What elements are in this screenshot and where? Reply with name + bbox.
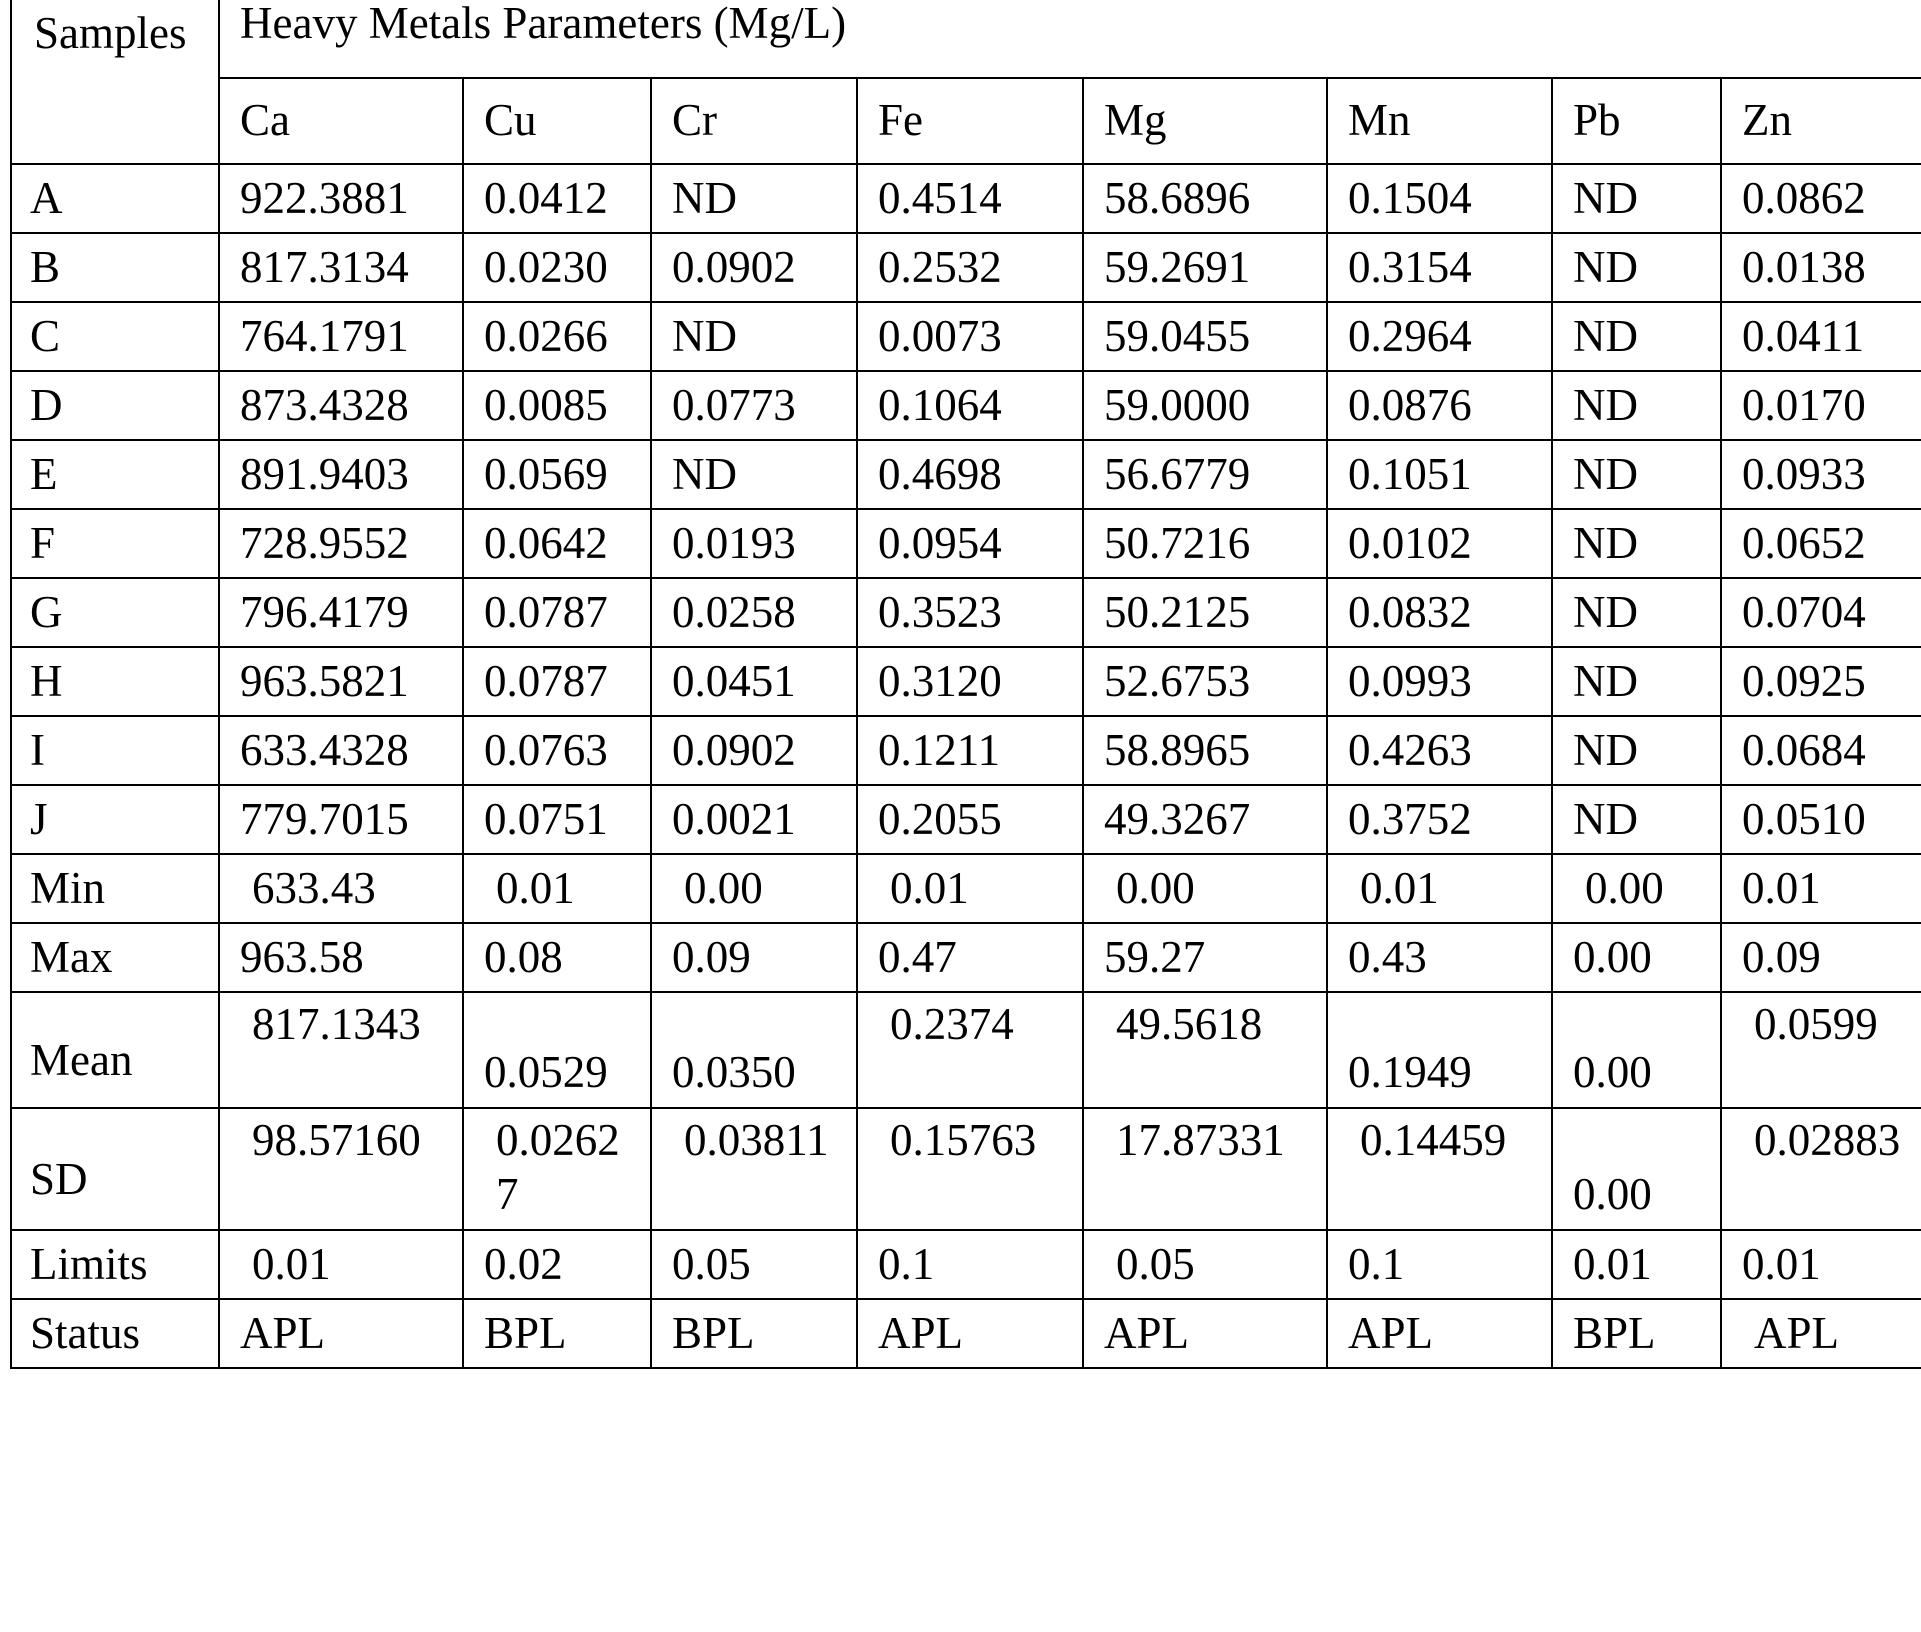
table-cell: ND (651, 302, 857, 371)
table-cell: 0.0704 (1721, 578, 1921, 647)
summary-cell-status: BPL (1552, 1299, 1721, 1368)
table-cell: 59.0000 (1083, 371, 1327, 440)
sample-label: A (11, 164, 219, 233)
sample-label: G (11, 578, 219, 647)
table-cell: 52.6753 (1083, 647, 1327, 716)
table-cell: 0.3523 (857, 578, 1083, 647)
table-cell: 59.2691 (1083, 233, 1327, 302)
summary-row-status (11, 1299, 1921, 1368)
summary-cell-min: 0.01 (1721, 854, 1921, 923)
table-cell: 58.8965 (1083, 716, 1327, 785)
sample-label: J (11, 785, 219, 854)
column-header-cu: Cu (463, 78, 651, 164)
table-cell: 728.9552 (219, 509, 463, 578)
column-header-cr: Cr (651, 78, 857, 164)
table-cell: 0.0085 (463, 371, 651, 440)
summary-cell-sd: 0.15763 (857, 1108, 1083, 1230)
column-header-mn: Mn (1327, 78, 1552, 164)
table-cell: 0.0138 (1721, 233, 1921, 302)
table-cell: 0.3752 (1327, 785, 1552, 854)
table-cell: ND (1552, 785, 1721, 854)
table-cell: 0.0954 (857, 509, 1083, 578)
table-cell: 0.4698 (857, 440, 1083, 509)
table-cell: 0.0652 (1721, 509, 1921, 578)
table-cell: ND (1552, 302, 1721, 371)
table-cell: 0.0902 (651, 233, 857, 302)
table-cell: 817.3134 (219, 233, 463, 302)
summary-cell-sd: 17.87331 (1083, 1108, 1327, 1230)
summary-row-limits (11, 1230, 1921, 1299)
column-header-zn: Zn (1721, 78, 1921, 164)
table-cell: 58.6896 (1083, 164, 1327, 233)
sample-label: E (11, 440, 219, 509)
summary-cell-max: 0.09 (651, 923, 857, 992)
summary-cell-min: 0.00 (651, 854, 857, 923)
summary-cell-status: APL (1721, 1299, 1921, 1368)
table-row (11, 233, 1921, 302)
table-row (11, 164, 1921, 233)
table-row (11, 440, 1921, 509)
table-cell: 922.3881 (219, 164, 463, 233)
table-cell: 0.2964 (1327, 302, 1552, 371)
summary-cell-mean: 0.0529 (463, 992, 651, 1108)
table-cell: ND (1552, 647, 1721, 716)
table-cell: 0.0510 (1721, 785, 1921, 854)
summary-cell-mean: 0.1949 (1327, 992, 1552, 1108)
table-row (11, 371, 1921, 440)
table-cell: 0.0876 (1327, 371, 1552, 440)
table-cell: 0.2055 (857, 785, 1083, 854)
table-cell: 0.0411 (1721, 302, 1921, 371)
summary-row-sd (11, 1108, 1921, 1230)
summary-cell-sd: 0.00 (1552, 1108, 1721, 1230)
group-header (219, 0, 1921, 78)
summary-cell-sd: 0.02627 (463, 1108, 651, 1230)
table-cell: 0.1051 (1327, 440, 1552, 509)
summary-cell-sd: 0.02883 (1721, 1108, 1921, 1230)
table-cell: 0.0751 (463, 785, 651, 854)
summary-cell-mean: 0.0599 (1721, 992, 1921, 1108)
table-cell: 0.0787 (463, 647, 651, 716)
table-cell: 0.0684 (1721, 716, 1921, 785)
table-cell: ND (1552, 716, 1721, 785)
summary-cell-mean: 0.2374 (857, 992, 1083, 1108)
table-cell: 50.2125 (1083, 578, 1327, 647)
table-cell: 0.0412 (463, 164, 651, 233)
column-header-mg: Mg (1083, 78, 1327, 164)
summary-cell-status: APL (219, 1299, 463, 1368)
summary-cell-limits: 0.05 (651, 1230, 857, 1299)
samples-header (11, 0, 219, 164)
table-cell: 0.0787 (463, 578, 651, 647)
table-row (11, 647, 1921, 716)
summary-cell-mean: 0.00 (1552, 992, 1721, 1108)
summary-cell-limits: 0.02 (463, 1230, 651, 1299)
table-row (11, 785, 1921, 854)
summary-cell-limits: 0.05 (1083, 1230, 1327, 1299)
table-cell: 779.7015 (219, 785, 463, 854)
column-header-pb: Pb (1552, 78, 1721, 164)
table-cell: 0.1211 (857, 716, 1083, 785)
table-cell: 49.3267 (1083, 785, 1327, 854)
table-cell: ND (1552, 371, 1721, 440)
table-row (11, 302, 1921, 371)
table-cell: ND (1552, 164, 1721, 233)
column-header-ca: Ca (219, 78, 463, 164)
summary-cell-mean: 0.0350 (651, 992, 857, 1108)
table-cell: 56.6779 (1083, 440, 1327, 509)
summary-cell-status: BPL (651, 1299, 857, 1368)
table-cell: ND (1552, 233, 1721, 302)
summary-cell-limits: 0.01 (1721, 1230, 1921, 1299)
heavy-metals-table (10, 0, 1921, 1369)
summary-cell-min: 0.00 (1552, 854, 1721, 923)
summary-label-mean: Mean (11, 992, 219, 1108)
table-cell: ND (651, 164, 857, 233)
summary-cell-mean: 817.1343 (219, 992, 463, 1108)
samples-header-label: Samples (34, 8, 187, 58)
summary-cell-sd: 0.03811 (651, 1108, 857, 1230)
table-cell: 0.0933 (1721, 440, 1921, 509)
summary-cell-max: 0.00 (1552, 923, 1721, 992)
table-cell: 963.5821 (219, 647, 463, 716)
table-cell: 0.0170 (1721, 371, 1921, 440)
table-cell: 764.1791 (219, 302, 463, 371)
table-cell: 0.0832 (1327, 578, 1552, 647)
summary-cell-status: BPL (463, 1299, 651, 1368)
table-cell: 0.3154 (1327, 233, 1552, 302)
table-cell: 59.0455 (1083, 302, 1327, 371)
table-cell: ND (1552, 578, 1721, 647)
summary-label-status: Status (11, 1299, 219, 1368)
table-cell: ND (1552, 440, 1721, 509)
table-cell: 0.0451 (651, 647, 857, 716)
summary-cell-min: 0.01 (1327, 854, 1552, 923)
summary-row-mean (11, 992, 1921, 1108)
table-cell: 0.0773 (651, 371, 857, 440)
summary-cell-sd: 98.57160 (219, 1108, 463, 1230)
table-cell: 0.4263 (1327, 716, 1552, 785)
table-cell: 0.0193 (651, 509, 857, 578)
summary-cell-status: APL (1083, 1299, 1327, 1368)
column-header-fe: Fe (857, 78, 1083, 164)
table-cell: 0.2532 (857, 233, 1083, 302)
summary-cell-status: APL (1327, 1299, 1552, 1368)
summary-cell-sd: 0.14459 (1327, 1108, 1552, 1230)
table-cell: 633.4328 (219, 716, 463, 785)
table-cell: 0.0102 (1327, 509, 1552, 578)
summary-cell-mean: 49.5618 (1083, 992, 1327, 1108)
table-row (11, 509, 1921, 578)
table-cell: 0.3120 (857, 647, 1083, 716)
summary-cell-min: 0.01 (463, 854, 651, 923)
table-cell: ND (651, 440, 857, 509)
summary-cell-limits: 0.1 (1327, 1230, 1552, 1299)
summary-row-min (11, 854, 1921, 923)
summary-label-limits: Limits (11, 1230, 219, 1299)
summary-row-max (11, 923, 1921, 992)
table-cell: 873.4328 (219, 371, 463, 440)
summary-cell-limits: 0.1 (857, 1230, 1083, 1299)
sample-label: H (11, 647, 219, 716)
table-cell: 0.1504 (1327, 164, 1552, 233)
summary-cell-max: 0.08 (463, 923, 651, 992)
table-cell: 0.0642 (463, 509, 651, 578)
sample-label: C (11, 302, 219, 371)
summary-cell-max: 963.58 (219, 923, 463, 992)
table-cell: 0.0925 (1721, 647, 1921, 716)
sample-label: D (11, 371, 219, 440)
table-cell: 0.0230 (463, 233, 651, 302)
summary-label-max: Max (11, 923, 219, 992)
summary-cell-max: 0.43 (1327, 923, 1552, 992)
table-cell: 0.0569 (463, 440, 651, 509)
summary-cell-limits: 0.01 (1552, 1230, 1721, 1299)
summary-cell-max: 0.47 (857, 923, 1083, 992)
summary-cell-max: 0.09 (1721, 923, 1921, 992)
table-cell: 0.0073 (857, 302, 1083, 371)
table-cell: 0.0993 (1327, 647, 1552, 716)
summary-cell-max: 59.27 (1083, 923, 1327, 992)
table-cell: 0.0021 (651, 785, 857, 854)
summary-label-min: Min (11, 854, 219, 923)
sample-label: F (11, 509, 219, 578)
summary-cell-min: 633.43 (219, 854, 463, 923)
sample-label: I (11, 716, 219, 785)
summary-cell-min: 0.00 (1083, 854, 1327, 923)
table-cell: 0.0763 (463, 716, 651, 785)
table-cell: 50.7216 (1083, 509, 1327, 578)
summary-cell-min: 0.01 (857, 854, 1083, 923)
table-cell: ND (1552, 509, 1721, 578)
table-cell: 0.0266 (463, 302, 651, 371)
table-cell: 0.1064 (857, 371, 1083, 440)
table-cell: 0.0862 (1721, 164, 1921, 233)
table-cell: 796.4179 (219, 578, 463, 647)
summary-label-sd: SD (11, 1108, 219, 1230)
sample-label: B (11, 233, 219, 302)
table-row (11, 716, 1921, 785)
table-cell: 0.0902 (651, 716, 857, 785)
table-cell: 0.4514 (857, 164, 1083, 233)
summary-cell-limits: 0.01 (219, 1230, 463, 1299)
group-header-label: Heavy Metals Parameters (Mg/L) (240, 0, 847, 48)
table-cell: 891.9403 (219, 440, 463, 509)
summary-cell-status: APL (857, 1299, 1083, 1368)
table-row (11, 578, 1921, 647)
table-cell: 0.0258 (651, 578, 857, 647)
